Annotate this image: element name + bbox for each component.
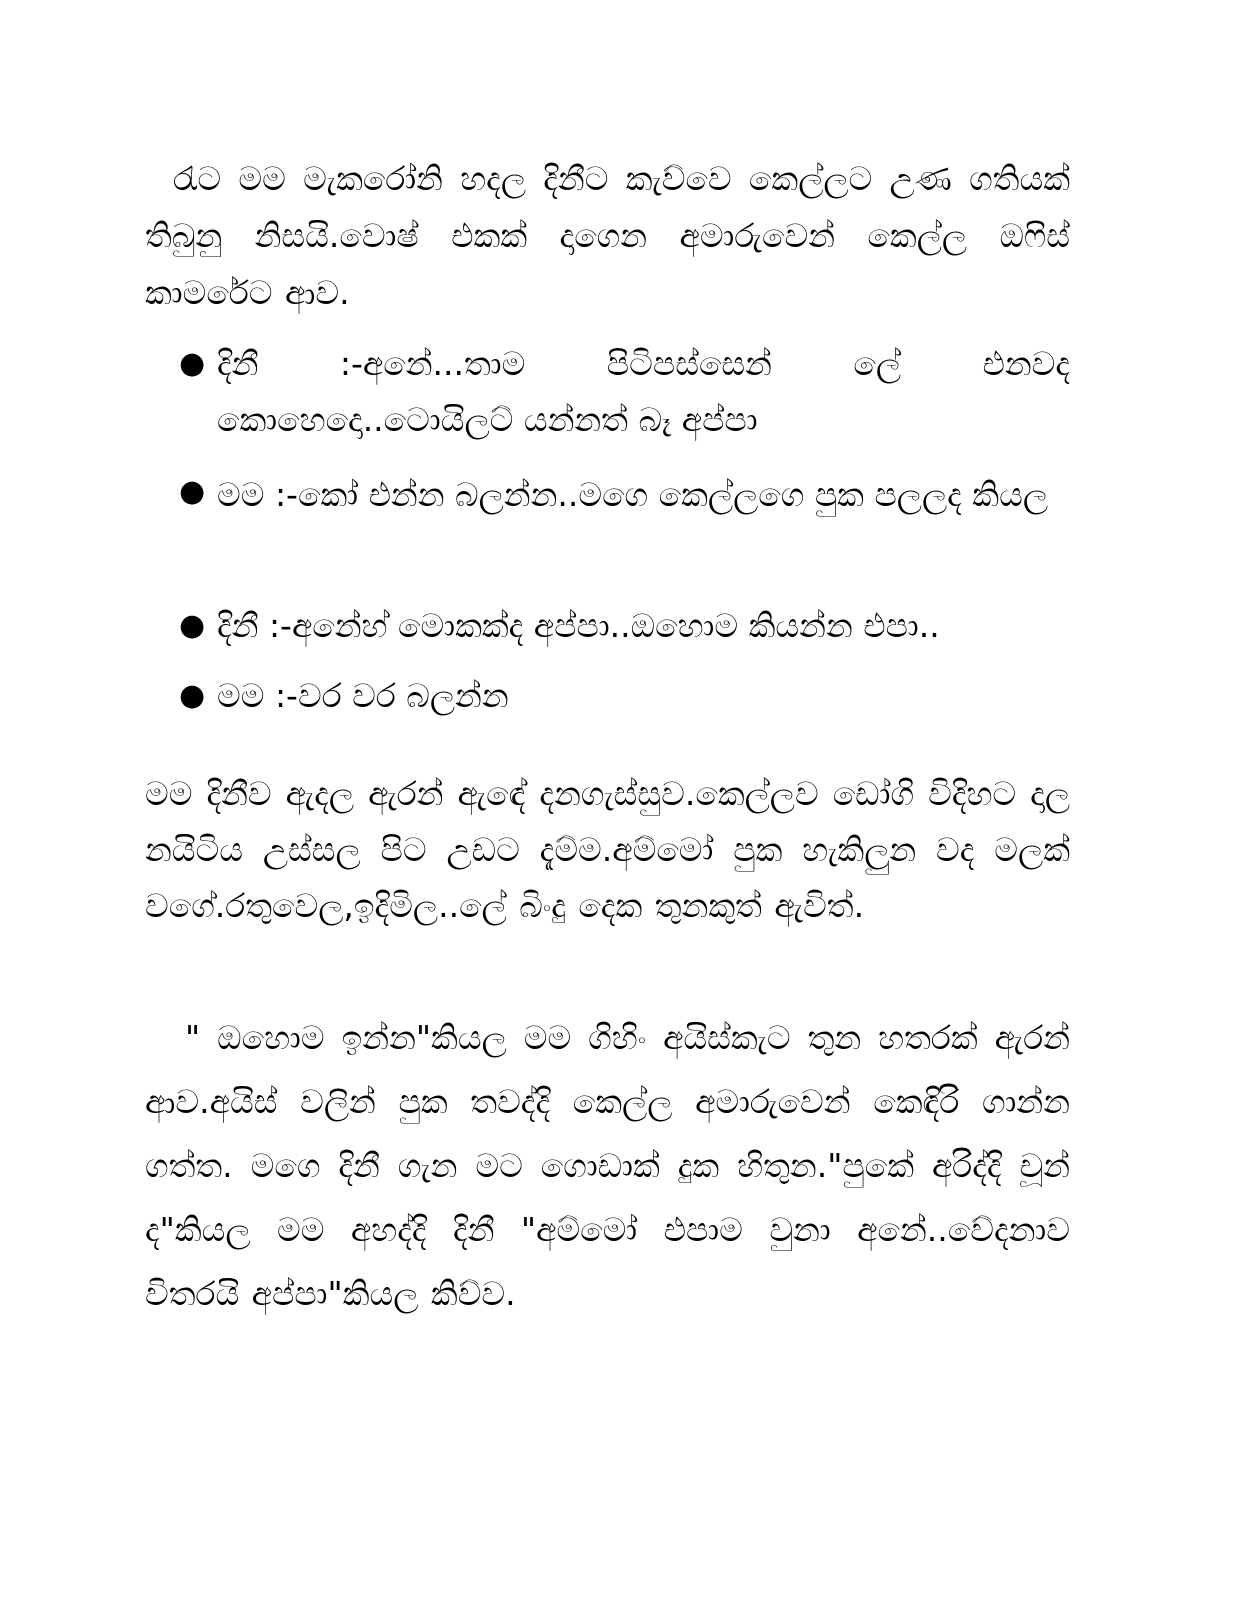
bullet-icon: ●	[179, 678, 206, 713]
paragraph-closing: " ඔහොම ඉන්න"කියල මම ගිහිං අයිස්කැට තුන හතරක් ඇරන් ආව.අයිස් වලින් පුක තවද්දි කෙල්ල අමාරුවෙන් කෙඳිරි ගාන්න ගත්ත. මගෙ දිනී ගැන මට ගොඩාක් දුක හිතුන."පුකේ අරිද්දි චූන් ද"කියල මම අහද්දි දිනී "අම්මෝ එපාම වුනා අනේ..වේදනාව විතරයි අප්පා"කියල කිව්ව.	[145, 1018, 1070, 1313]
bullet-icon: ●	[179, 608, 206, 643]
bullet-icon: ●	[179, 346, 206, 381]
dialogue-item	[145, 336, 1070, 448]
bullet-icon: ●	[179, 474, 206, 509]
paragraph-intro: රැට මම මැකරෝනි හදල දිනීට කැව්වෙ කෙල්ලට උණ ගතියක් තිබුනු නිසයි.වොෂ් එකක් දාගෙන අමාරුවෙන් කෙල්ල ඔෆිස් කාමරේට ආව.	[145, 159, 1070, 312]
dialogue-item	[145, 598, 1070, 654]
dialogue-text: මම :-වර වර බලන්න	[217, 676, 509, 715]
dialogue-text: දිනී :-අනේහ් මොකක්ද අප්පා..ඔහොම කියන්න එපා..	[217, 606, 940, 645]
paragraph-body: මම දිනීව ඇදල ඇරන් ඇඳේ දනගැස්සුව.කෙල්ලව ඩෝගි විදිහට දාල නයිටිය උස්සල පිට උඩට දැම්ම.අම්මෝ පුක හැකිලුන වද මලක් වගේ.රතුවෙල,ඉදිමිල..ලේ බිංදු දෙක තුනකුත් ඇවිත්.	[145, 774, 1070, 925]
dialogue-item	[145, 668, 1070, 724]
dialogue-text: මම :-කෝ එන්න බලන්න..මගෙ කෙල්ලගෙ පුක පලලද කියල	[217, 475, 1048, 514]
dialogue-item	[145, 464, 1070, 526]
dialogue-text: දිනී :-අනේ...තාම පිටිපස්සෙන් ලේ එනවද කොහෙදො..ටොයිලට් යන්නත් බෑ අප්පා	[217, 344, 1070, 439]
